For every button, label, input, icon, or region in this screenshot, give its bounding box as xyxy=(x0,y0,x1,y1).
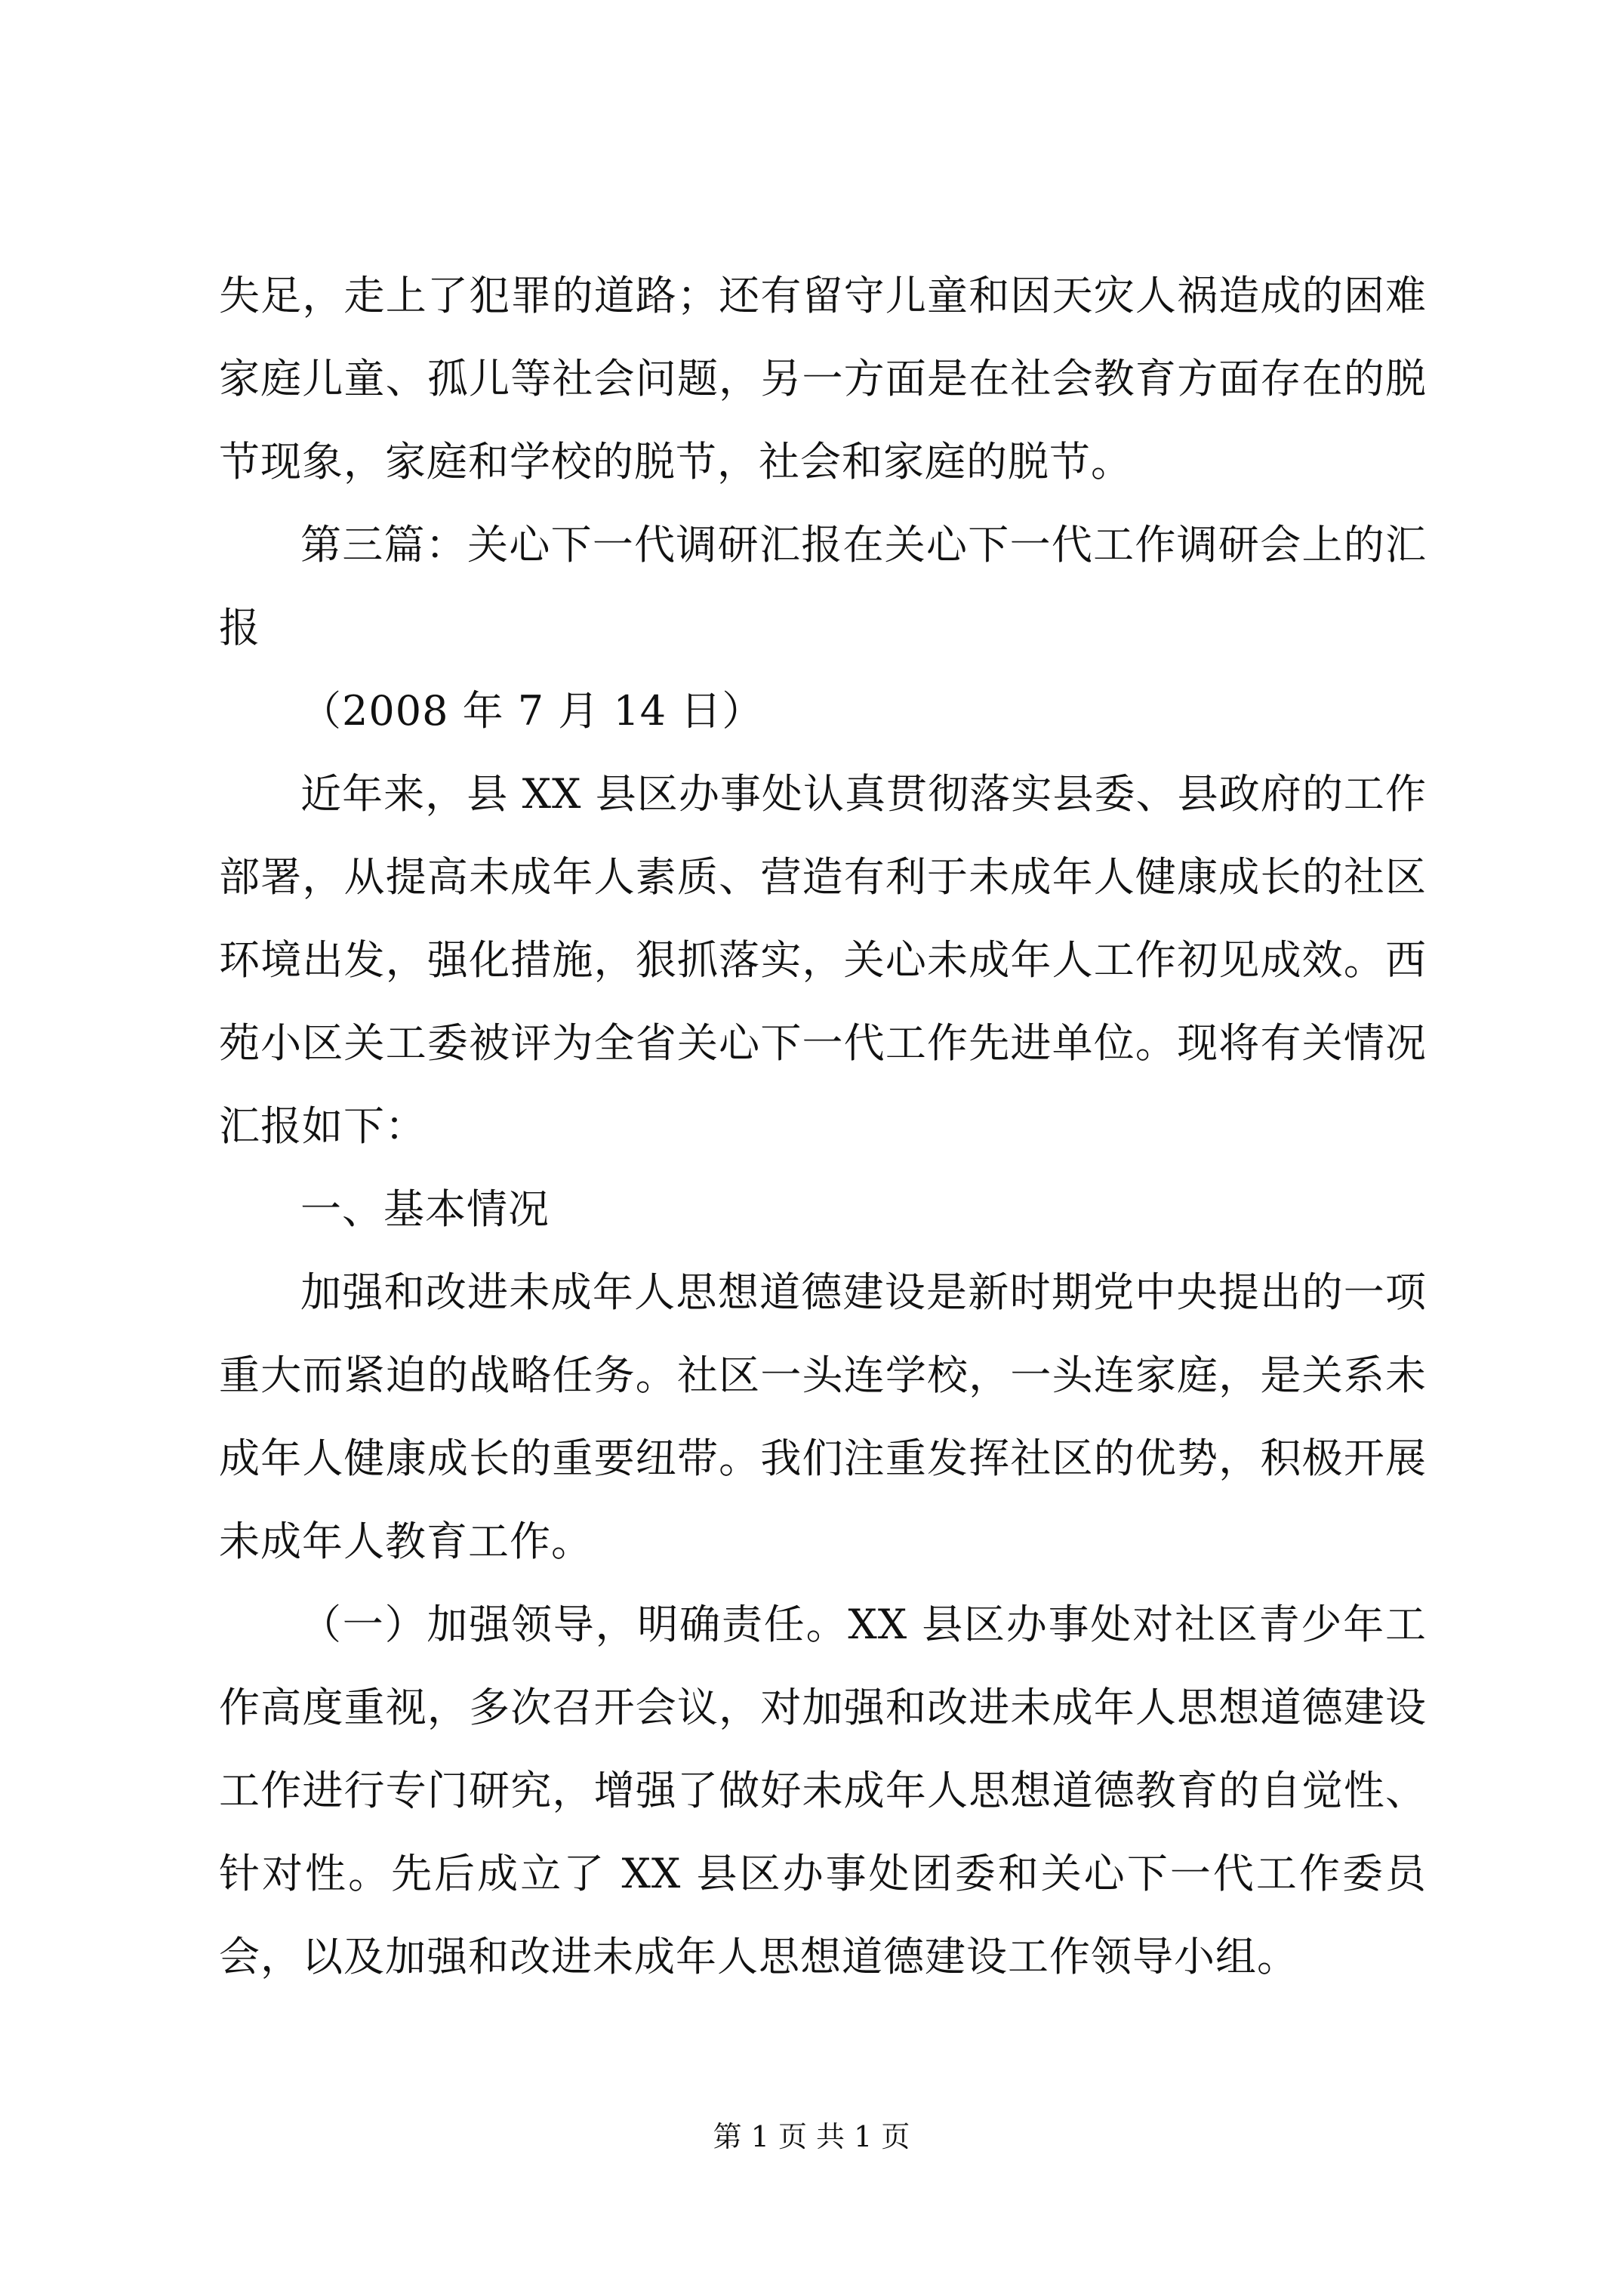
document-body xyxy=(219,254,1427,1999)
paragraph-section-title: 第三篇：关心下一代调研汇报在关心下一代工作调研会上的汇报 xyxy=(219,521,1427,652)
heading-basic-situation: 一、基本情况 xyxy=(300,1185,550,1233)
page-footer: 第 1 页 共 1 页 xyxy=(713,2120,910,2153)
paragraph-continuation: 失足，走上了犯罪的道路；还有留守儿童和因天灾人祸造成的困难家庭儿童、孤儿等社会问题，另一方面是在社会教育方面存在的脱节现象，家庭和学校的脱节，社会和家庭的脱节。 xyxy=(219,272,1427,485)
paragraph-leadership: （一）加强领导，明确责任。XX 县区办事处对社区青少年工作高度重视，多次召开会议，对加强和改进未成年人思想道德建设工作进行专门研究，增强了做好未成年人思想道德教育的自觉性、针对性。先后成立了 XX 县区办事处团委和关心下一代工作委员会，以及加强和改进未成年人思想道德建设工作领导小组。 xyxy=(219,1601,1427,1980)
paragraph-basic-situation: 加强和改进未成年人思想道德建设是新时期党中央提出的一项重大而紧迫的战略任务。社区一头连学校，一头连家庭，是关系未成年人健康成长的重要纽带。我们注重发挥社区的优势，积极开展未成年人教育工作。 xyxy=(219,1268,1427,1565)
paragraph-date: （2008 年 7 月 14 日） xyxy=(300,687,764,735)
paragraph-intro: 近年来，县 XX 县区办事处认真贯彻落实县委、县政府的工作部署，从提高未成年人素质、营造有利于未成年人健康成长的社区环境出发，强化措施，狠抓落实，关心未成年人工作初见成效。西苑小区关工委被评为全省关心下一代工作先进单位。现将有关情况汇报如下： xyxy=(219,770,1427,1150)
